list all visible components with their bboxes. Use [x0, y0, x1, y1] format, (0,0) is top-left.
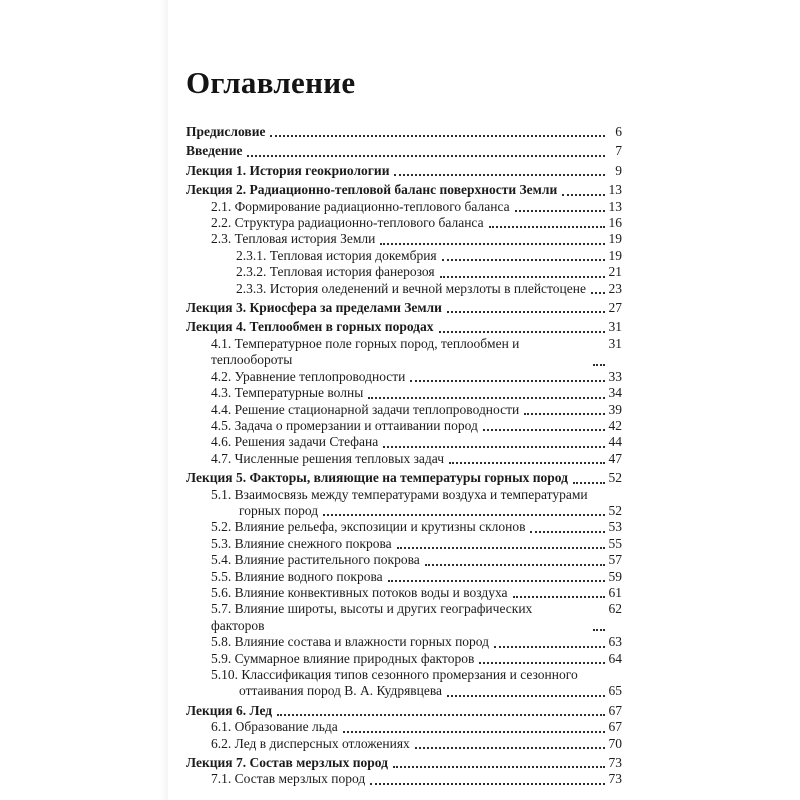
toc-entry-label-continued: горных пород	[239, 502, 319, 518]
toc-entry-page: 34	[608, 385, 622, 401]
toc-entry-label: Введение	[186, 143, 243, 159]
toc-entry	[211, 569, 622, 585]
dot-leader	[483, 418, 605, 431]
toc-entry-page: 67	[608, 719, 622, 735]
toc-entry-page: 59	[608, 568, 622, 584]
toc-entry-page: 44	[608, 434, 622, 450]
toc-entry-label: Лекция 7. Состав мерзлых пород	[186, 755, 388, 771]
dot-leader	[440, 264, 605, 277]
page-content	[186, 64, 622, 788]
dot-leader	[530, 519, 605, 532]
toc-entry-label: 4.3. Температурные волны	[211, 385, 364, 401]
toc-entry	[211, 336, 622, 369]
dot-leader	[277, 703, 605, 716]
toc-entry-page: 73	[608, 755, 622, 771]
dot-leader	[447, 683, 605, 696]
toc-entry	[211, 719, 622, 735]
toc-entry	[186, 143, 622, 159]
toc-entry-label: 4.7. Численные решения тепловых задач	[211, 450, 445, 466]
toc-entry-label: Лекция 6. Лед	[186, 702, 273, 718]
dot-leader	[447, 300, 605, 313]
toc-entry-label: 6.2. Лед в дисперсных отложениях	[211, 735, 410, 751]
toc-entry	[211, 451, 622, 467]
dot-leader	[515, 199, 605, 212]
toc-entry	[186, 755, 622, 771]
toc-entry-page: 9	[615, 162, 622, 178]
toc-entry	[186, 470, 622, 486]
toc-entry	[211, 215, 622, 231]
dot-leader	[394, 163, 605, 176]
toc-entry-page: 73	[608, 771, 622, 787]
toc-entry	[211, 434, 622, 450]
toc-entry-label: 5.1. Взаимосвязь между температурами воздуха и температурами	[211, 486, 588, 502]
toc-entry	[211, 519, 622, 535]
toc-entry	[211, 552, 622, 568]
dot-leader	[397, 536, 605, 549]
dot-leader	[383, 434, 605, 447]
toc-entry	[186, 703, 622, 719]
toc-entry-page: 53	[608, 519, 622, 535]
toc-entry-page: 31	[608, 335, 622, 351]
toc-entry-page: 19	[608, 247, 622, 263]
toc-entry-label: 5.2. Влияние рельефа, экспозиции и крутизны склонов	[211, 519, 526, 535]
page-title: Оглавление	[186, 65, 356, 100]
toc-entry	[211, 651, 622, 667]
dot-leader	[439, 319, 605, 332]
toc-entry	[236, 264, 622, 280]
toc-entry	[211, 385, 622, 401]
toc-entry	[211, 199, 622, 215]
toc-entry	[211, 634, 622, 650]
toc-entry-label: Лекция 2. Радиационно-тепловой баланс поверхности Земли	[186, 182, 558, 198]
toc-entry	[211, 601, 622, 634]
toc-entry-label: 4.6. Решения задачи Стефана	[211, 434, 379, 450]
toc-entry-page: 62	[608, 601, 622, 617]
dot-leader	[368, 385, 605, 398]
dot-leader	[270, 124, 605, 137]
toc-entry-page: 13	[608, 198, 622, 214]
dot-leader	[593, 336, 605, 366]
toc-entry	[211, 418, 622, 434]
toc-entry-label: Лекция 4. Теплообмен в горных породах	[186, 319, 434, 335]
dot-leader	[573, 470, 605, 483]
dot-leader	[489, 215, 605, 228]
dot-leader	[591, 281, 605, 294]
dot-leader	[370, 771, 605, 784]
toc-entry-label: 2.3.3. История оледенений и вечной мерзлоты в плейстоцене	[236, 280, 586, 296]
dot-leader	[524, 402, 605, 415]
toc-entry-label: 5.9. Суммарное влияние природных факторов	[211, 650, 475, 666]
toc-entry-label: 5.6. Влияние конвективных потоков воды и воздуха	[211, 584, 508, 600]
toc-entry-label: 5.8. Влияние состава и влажности горных пород	[211, 634, 490, 650]
toc-entry-label: 4.5. Задача о промерзании и оттаивании пород	[211, 417, 478, 433]
toc-entry	[186, 124, 622, 140]
dot-leader	[513, 585, 605, 598]
dot-leader	[380, 231, 605, 244]
toc-entry-label: 2.1. Формирование радиационно-теплового баланса	[211, 198, 510, 214]
toc-entry-label: 4.2. Уравнение теплопроводности	[211, 368, 406, 384]
toc-entry-label: 7.1. Состав мерзлых пород	[211, 771, 366, 787]
toc-entry-page: 67	[608, 702, 622, 718]
toc-entry-label: 2.2. Структура радиационно-теплового баланса	[211, 215, 484, 231]
toc-entry	[211, 487, 622, 520]
toc-entry-page: 23	[608, 280, 622, 296]
dot-leader	[247, 143, 605, 156]
toc-entry	[211, 771, 622, 787]
toc-entry	[186, 182, 622, 198]
toc-entry	[211, 231, 622, 247]
toc-entry-page: 47	[608, 450, 622, 466]
toc-entry	[186, 163, 622, 179]
toc-entry	[186, 300, 622, 316]
toc-entry	[236, 248, 622, 264]
dot-leader	[562, 182, 605, 195]
toc-entry-page: 33	[608, 368, 622, 384]
table-of-contents	[186, 124, 622, 788]
toc-entry-label: 2.3. Тепловая история Земли	[211, 231, 376, 247]
toc-entry-page: 27	[608, 300, 622, 316]
dot-leader	[410, 369, 605, 382]
dot-leader	[415, 736, 605, 749]
toc-entry-label: 4.4. Решение стационарной задачи теплопроводности	[211, 401, 520, 417]
dot-leader	[425, 552, 605, 565]
toc-entry	[186, 319, 622, 335]
toc-entry-page: 63	[608, 634, 622, 650]
dot-leader	[479, 651, 605, 664]
toc-entry-label: 2.3.1. Тепловая история докембрия	[236, 247, 437, 263]
toc-entry-label: 5.7. Влияние широты, высоты и других географических факторов	[211, 601, 536, 633]
toc-entry-label: Предисловие	[186, 124, 266, 139]
toc-entry	[211, 667, 622, 700]
dot-leader	[593, 601, 605, 631]
toc-entry-label: 5.10. Классификация типов сезонного промерзания и сезонного	[211, 667, 578, 682]
toc-entry-label: 6.1. Образование льда	[211, 719, 338, 735]
toc-entry-label: 5.5. Влияние водного покрова	[211, 568, 383, 584]
toc-entry	[236, 281, 622, 297]
toc-entry-page: 31	[608, 319, 622, 335]
toc-entry-page: 64	[608, 650, 622, 666]
toc-entry-label-continued: оттаивания пород В. А. Кудрявцева	[239, 683, 443, 699]
toc-entry-page: 16	[608, 215, 622, 231]
toc-entry-page: 55	[608, 535, 622, 551]
toc-entry-page: 70	[608, 735, 622, 751]
toc-entry-label: Лекция 5. Факторы, влияющие на температуры горных пород	[186, 470, 568, 486]
toc-entry	[211, 736, 622, 752]
dot-leader	[388, 569, 605, 582]
toc-entry-label: Лекция 3. Криосфера за пределами Земли	[186, 300, 442, 316]
page-left-edge	[160, 0, 168, 800]
toc-entry	[211, 536, 622, 552]
dot-leader	[323, 503, 605, 516]
toc-entry-page: 39	[608, 401, 622, 417]
toc-entry-page: 61	[608, 584, 622, 600]
toc-entry	[211, 585, 622, 601]
dot-leader	[494, 634, 605, 647]
toc-entry-label: 4.1. Температурное поле горных пород, теплообмен и теплообороты	[211, 335, 523, 368]
toc-entry-label: 2.3.2. Тепловая история фанерозоя	[236, 264, 435, 280]
toc-entry-page: 65	[608, 683, 622, 699]
toc-entry-page: 42	[608, 417, 622, 433]
dot-leader	[449, 451, 605, 464]
toc-entry-label: Лекция 1. История геокриологии	[186, 162, 390, 178]
toc-entry-label: 5.4. Влияние растительного покрова	[211, 552, 420, 568]
toc-entry-page: 57	[608, 552, 622, 568]
toc-entry-page: 19	[608, 231, 622, 247]
toc-entry-page: 21	[608, 264, 622, 280]
dot-leader	[343, 719, 605, 732]
toc-entry-label: 5.3. Влияние снежного покрова	[211, 535, 392, 551]
toc-entry-page: 52	[608, 470, 622, 486]
dot-leader	[442, 248, 605, 261]
toc-entry-page: 52	[608, 502, 622, 518]
toc-entry	[211, 369, 622, 385]
dot-leader	[393, 755, 605, 768]
toc-entry-page: 6	[615, 124, 622, 139]
toc-entry	[211, 402, 622, 418]
toc-entry-page: 13	[608, 182, 622, 198]
toc-entry-page: 7	[615, 143, 622, 159]
